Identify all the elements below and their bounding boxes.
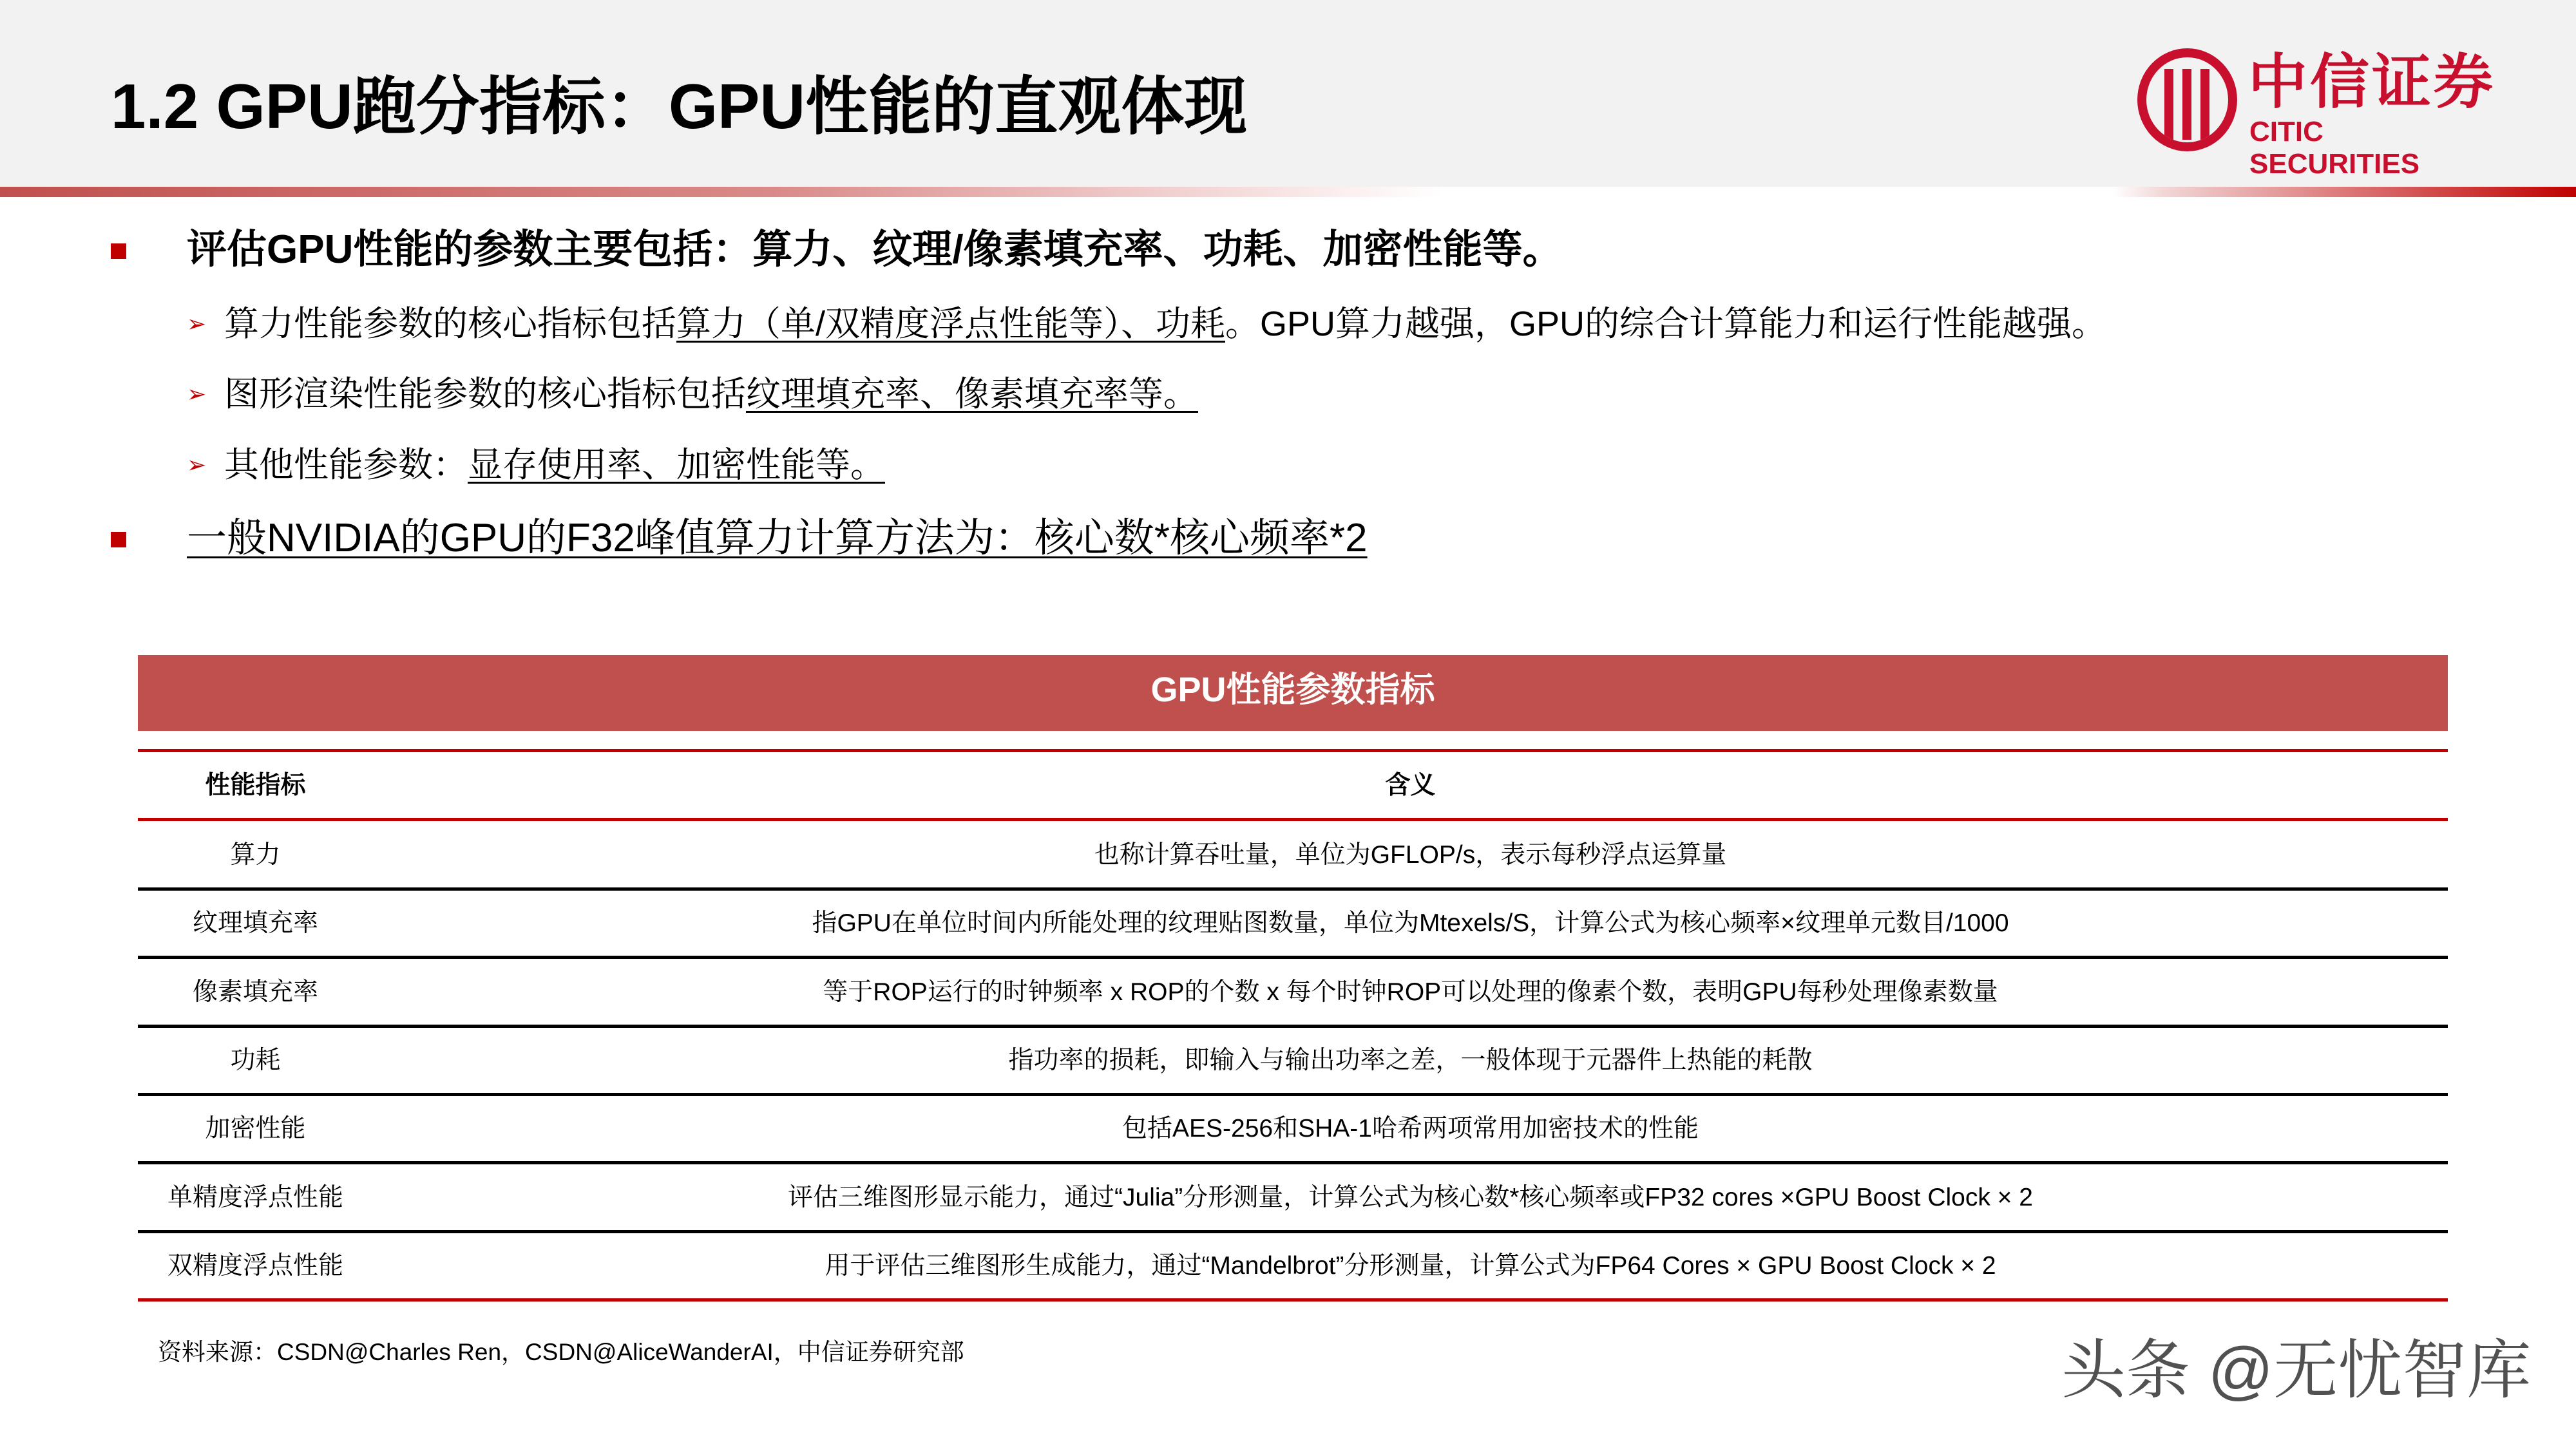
- text: 。GPU算力越强，GPU的综合计算能力和运行性能越强。: [1225, 305, 2107, 343]
- metric-cell: 算力: [230, 841, 281, 869]
- table-row: [138, 958, 2448, 1027]
- table-row: [138, 889, 2448, 958]
- meaning-cell: 用于评估三维图形生成能力，通过“Mandelbrot”分形测量，计算公式为FP64 Cores × GPU Boost Clock × 2: [825, 1251, 1996, 1280]
- arrow-bullet-icon: ➢: [187, 310, 207, 337]
- metric-cell: 功耗: [230, 1046, 281, 1074]
- square-bullet-icon: [111, 532, 126, 547]
- bullet-text: 一般NVIDIA的GPU的F32峰值算力计算方法为：核心数*核心频率*2: [187, 516, 1368, 560]
- table-row: [138, 1232, 2448, 1300]
- underlined-text: 显存使用率、加密性能等。: [468, 446, 885, 484]
- text: 其他性能参数：: [224, 446, 468, 484]
- arrow-bullet-icon: ➢: [187, 381, 207, 407]
- meaning-cell: 也称计算吞吐量，单位为GFLOP/s，表示每秒浮点运算量: [1094, 841, 1727, 869]
- underlined-text: 纹理填充率、像素填充率等。: [746, 375, 1198, 413]
- bullet-text: 评估GPU性能的参数主要包括：算力、纹理/像素填充率、功耗、加密性能等。: [187, 227, 1563, 272]
- metric-cell: 加密性能: [205, 1115, 306, 1143]
- logo-cn-text: 中信证券: [2248, 47, 2496, 117]
- table-row: [138, 821, 2448, 889]
- table-row: [138, 1164, 2448, 1232]
- meaning-cell: 包括AES-256和SHA-1哈希两项常用加密技术的性能: [1122, 1115, 1699, 1143]
- metric-cell: 双精度浮点性能: [167, 1251, 343, 1280]
- page-title: 1.2 GPU跑分指标：GPU性能的直观体现: [111, 71, 1248, 142]
- text: 算力性能参数的核心指标包括: [224, 305, 676, 343]
- watermark: 头条 @无忧智库: [2061, 1334, 2532, 1406]
- metric-cell: 纹理填充率: [192, 909, 318, 938]
- source-note: 资料来源：CSDN@Charles Ren，CSDN@AliceWanderAI，中信证券研究部: [158, 1339, 964, 1365]
- metric-cell: 单精度浮点性能: [167, 1183, 343, 1211]
- table-row: [138, 1027, 2448, 1095]
- divider: [138, 1298, 2448, 1302]
- metric-cell: 像素填充率: [192, 978, 318, 1006]
- text: 图形渲染性能参数的核心指标包括: [224, 375, 746, 413]
- table-header-row: [138, 752, 2448, 820]
- meaning-cell: 指功率的损耗，即输入与输出功率之差，一般体现于元器件上热能的耗散: [1008, 1046, 1813, 1074]
- meaning-cell: 等于ROP运行的时钟频率 x ROP的个数 x 每个时钟ROP可以处理的像素个数，表明GPU每秒处理像素数量: [823, 978, 1998, 1006]
- logo-en-text: CITIC SECURITIES: [2249, 116, 2420, 180]
- header-gradient-divider: [0, 187, 2576, 197]
- underlined-text: 算力（单/双精度浮点性能等）、功耗: [676, 305, 1226, 343]
- meaning-cell: 评估三维图形显示能力，通过“Julia”分形测量，计算公式为核心数*核心频率或FP32 cores ×GPU Boost Clock × 2: [788, 1183, 2033, 1211]
- citic-logo: [2137, 47, 2498, 180]
- arrow-bullet-icon: ➢: [187, 451, 207, 478]
- citic-logo-icon: [2137, 48, 2237, 151]
- header-cell: 性能指标: [205, 772, 306, 799]
- square-bullet-icon: [111, 243, 126, 259]
- header-cell: 含义: [1385, 772, 1436, 799]
- table-title: GPU性能参数指标: [138, 655, 2448, 731]
- meaning-cell: 指GPU在单位时间内所能处理的纹理贴图数量，单位为Mtexels/S，计算公式为核心频率×纹理单元数目/1000: [812, 909, 2009, 938]
- table-row: [138, 1095, 2448, 1163]
